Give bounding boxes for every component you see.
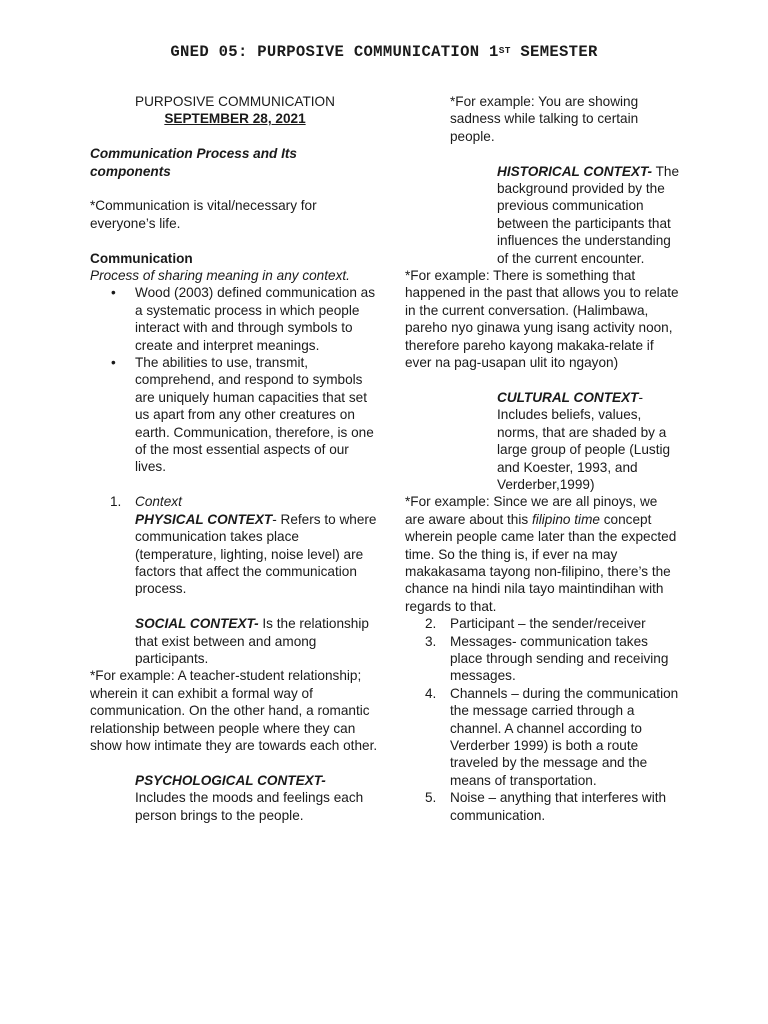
item-number: 1. [110,494,122,510]
numbered-item [405,685,680,789]
psych-text: Includes the moods and feelings each person brings to the people. [135,790,364,823]
header-superscript: ST [498,45,511,56]
cultural-term: CULTURAL CONTEXT [497,389,639,405]
item-number: 3. [425,633,437,649]
header-title-tail: SEMESTER [510,43,598,61]
social-context [90,615,380,667]
numbered-item [405,789,680,824]
header-title: GNED 05: PURPOSIVE COMMUNICATION 1 [170,43,499,61]
bullet-item: • Wood (2003) defined communication as a systematic process in which people interact with and through symbols to create and interpret meanings. [135,284,380,354]
topic-heading: Communication Process and Its components [90,146,297,179]
item-text: Noise – anything that interferes with communication. [450,790,667,823]
physical-text: - Refers to where communication takes place (temperature, lighting, noise level) are factors that affect the communication process. [135,511,377,597]
numbered-item [405,633,680,685]
bullet-item: • The abilities to use, transmit, comprehend, and respond to symbols are uniquely human capacities that set us apart from any other creatures on earth. Communication, therefore, is one of the most essential aspects of our lives. [135,354,380,476]
item-number: 4. [425,685,437,701]
psych-term: PSYCHOLOGICAL CONTEXT- [135,772,326,788]
cultural-example [405,493,680,615]
item-text: Messages- communication takes place through sending and receiving messages. [450,633,669,684]
social-term: SOCIAL CONTEXT- [135,616,259,632]
numbered-item [405,615,680,632]
vital-note: *Communication is vital/necessary for everyone’s life. [90,198,317,231]
physical-term: PHYSICAL CONTEXT [135,511,273,527]
cultural-example-b: concept wherein people came later than the expected time. So the thing is, if ever na may makakasama tayong non-filipino, there’s the chance na hindi nila tayo maintindihan with regards to that. [405,511,677,614]
item-number: 2. [425,616,437,632]
item-number: 5. [425,790,437,806]
item-text: Participant – the sender/receiver [450,616,646,632]
social-text: Is the relationship that exist between and among participants. [135,616,369,666]
cultural-text: - Includes beliefs, values, norms, that are shaded by a large group of people (Lustig and Koester, 1993, and Verderber,1999) [497,389,671,492]
item-text: Channels – during the communication the message carried through a channel. A channel according to Verderber 1999) is both a route traveled by the message and the means of transportation. [450,685,679,788]
social-example: *For example: A teacher-student relationship; wherein it can exhibit a formal way of communication. On the other hand, a romantic relationship between people where they can show how intimate they are towards each other. [90,668,378,753]
historical-term: HISTORICAL CONTEXT- [497,163,653,179]
left-column [90,93,380,824]
context-item [90,493,380,510]
historical-text: The background provided by the previous communication between the participants that influences the understanding of the current encounter. [497,163,680,266]
page-header [0,44,768,61]
right-column [405,93,680,824]
course-title: PURPOSIVE COMMUNICATION [135,94,335,109]
cultural-example-a: *For example: Since we are all pinoys, we are aware about this [405,494,658,527]
communication-definition: Process of sharing meaning in any context. [90,268,350,284]
communication-heading: Communication [90,250,193,266]
physical-context [90,511,380,598]
historical-example: *For example: There is something that happened in the past that allows you to relate in the current conversation. (Halimbawa, pareho nyo ginawa yung isang activity noon, therefore pareho kayong makaka-relate if ever na pag-usapan ulit ito ngayon) [405,268,679,371]
psych-example: *For example: You are showing sadness while talking to certain people. [450,94,639,144]
cultural-context [405,389,680,493]
item-label: Context [135,494,182,510]
cultural-example-italic: filipino time [531,511,600,527]
lecture-date: SEPTEMBER 28, 2021 [164,111,306,127]
definition-bullets [90,284,380,475]
historical-context [405,163,680,267]
